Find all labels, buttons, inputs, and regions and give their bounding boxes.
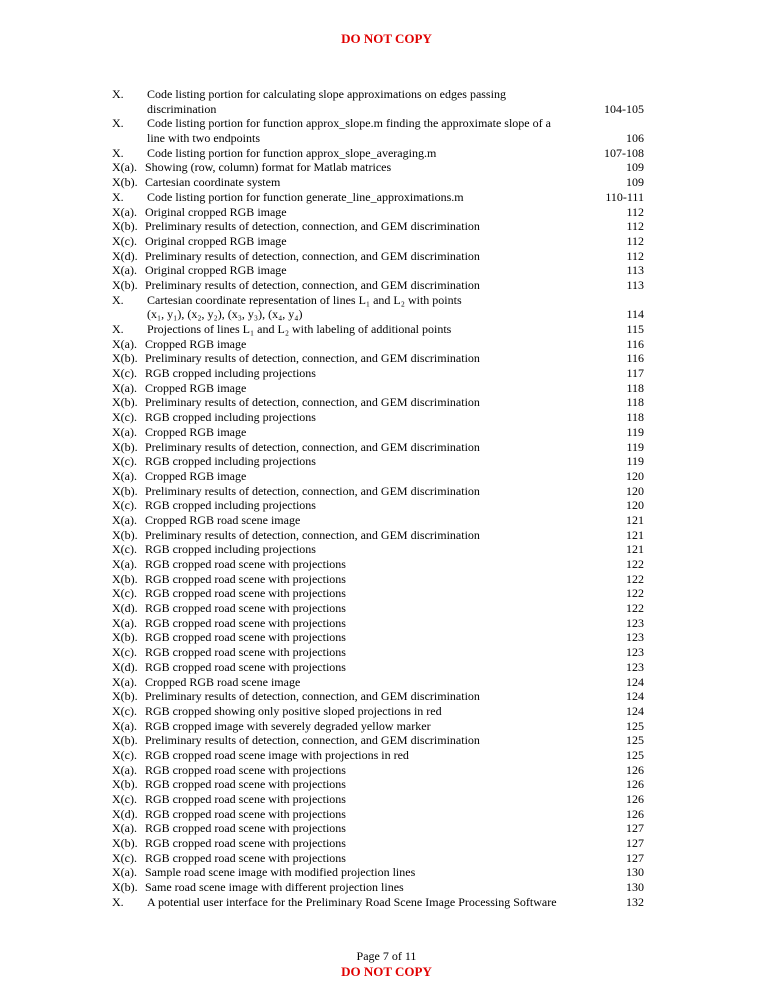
figure-title-line: line with two endpoints xyxy=(147,131,260,146)
figure-title-line: RGB cropped including projections xyxy=(145,366,316,381)
page-ref: 118 xyxy=(626,380,644,395)
figure-title xyxy=(147,895,557,910)
figure-label: X. xyxy=(112,87,124,101)
toc-entry xyxy=(112,807,644,822)
figure-title-line: RGB cropped road scene with projections xyxy=(145,630,346,645)
toc-entry xyxy=(112,689,644,704)
toc-entry xyxy=(112,146,644,161)
figure-title xyxy=(145,557,346,572)
page-ref: 122 xyxy=(626,601,644,616)
page-ref: 107-108 xyxy=(604,145,644,160)
toc-entry xyxy=(112,278,644,293)
figure-label: X. xyxy=(112,145,124,160)
toc-entry xyxy=(112,425,644,440)
figure-label: X(a). xyxy=(112,615,137,630)
figure-label: X(b). xyxy=(112,219,138,234)
figure-label: X(a). xyxy=(112,865,137,880)
toc-entry xyxy=(112,205,644,220)
toc-entry xyxy=(112,865,644,880)
figure-label: X(c). xyxy=(112,645,137,660)
page-ref: 122 xyxy=(626,586,644,601)
figure-title xyxy=(145,630,346,645)
toc-entry xyxy=(112,190,644,205)
figure-title xyxy=(145,704,442,719)
figure-label: X(b). xyxy=(112,277,138,292)
toc-entry xyxy=(112,836,644,851)
page-ref: 117 xyxy=(626,366,644,381)
page-ref: 124 xyxy=(626,689,644,704)
toc-entry xyxy=(112,219,644,234)
figure-title-line: Cropped RGB image xyxy=(145,336,247,351)
page-ref: 109 xyxy=(626,175,644,190)
page-ref: 109 xyxy=(626,160,644,175)
figure-title-line: RGB cropped road scene with projections xyxy=(145,645,346,660)
toc-entry xyxy=(112,777,644,792)
page-ref: 123 xyxy=(626,615,644,630)
watermark-top: DO NOT COPY xyxy=(341,31,432,46)
page-ref: 132 xyxy=(626,894,644,909)
figure-title xyxy=(145,660,346,675)
figure-title-line: Preliminary results of detection, connection, and GEM discrimination xyxy=(145,351,480,366)
toc-entry xyxy=(112,851,644,866)
figure-title-line: Preliminary results of detection, connection, and GEM discrimination xyxy=(145,439,480,454)
figure-label: X. xyxy=(112,894,124,909)
figure-title xyxy=(145,410,316,425)
figure-label: X(b). xyxy=(112,733,138,748)
page-ref: 126 xyxy=(626,762,644,777)
figure-title xyxy=(145,733,480,748)
toc-entry xyxy=(112,440,644,455)
toc-entry xyxy=(112,586,644,601)
figure-title-line: Preliminary results of detection, connection, and GEM discrimination xyxy=(145,277,480,292)
toc-entry xyxy=(112,748,644,763)
figure-title-line: Preliminary results of detection, connection, and GEM discrimination xyxy=(145,733,480,748)
page-ref: 125 xyxy=(626,718,644,733)
figure-title-line: Cropped RGB image xyxy=(145,424,247,439)
toc-entry xyxy=(112,234,644,249)
figure-title xyxy=(145,219,480,234)
page-ref: 114 xyxy=(626,307,644,322)
page-ref: 123 xyxy=(626,630,644,645)
toc-entry xyxy=(112,719,644,734)
figure-title-line: Preliminary results of detection, connection, and GEM discrimination xyxy=(145,395,480,410)
figure-title-line: RGB cropped road scene with projections xyxy=(145,836,346,851)
toc-entry xyxy=(112,792,644,807)
page-ref: 116 xyxy=(626,351,644,366)
figure-label: X(c). xyxy=(112,850,137,865)
figure-title xyxy=(145,351,480,366)
figure-label: X(a). xyxy=(112,557,137,572)
page-ref: 116 xyxy=(626,336,644,351)
figure-title xyxy=(145,880,404,895)
figure-title-line: RGB cropped road scene with projections xyxy=(145,586,346,601)
toc-entry xyxy=(112,616,644,631)
figure-title-line: RGB cropped including projections xyxy=(145,410,316,425)
toc-entry xyxy=(112,630,644,645)
figure-label: X(c). xyxy=(112,410,137,425)
figure-label: X(d). xyxy=(112,659,138,674)
figure-title-line: Cropped RGB road scene image xyxy=(145,512,301,527)
figure-title xyxy=(145,249,480,264)
figure-title xyxy=(145,205,287,220)
figure-label: X(a). xyxy=(112,263,137,278)
page-ref: 112 xyxy=(626,219,644,234)
page-ref: 126 xyxy=(626,777,644,792)
toc-entry xyxy=(112,87,644,116)
figure-title xyxy=(145,763,346,778)
figure-title-line: RGB cropped image with severely degraded yellow marker xyxy=(145,718,431,733)
figure-title xyxy=(147,87,506,116)
figure-title xyxy=(145,440,480,455)
figure-label: X(a). xyxy=(112,380,137,395)
figure-label: X(a). xyxy=(112,336,137,351)
figure-label: X(a). xyxy=(112,424,137,439)
figure-title-line: Original cropped RGB image xyxy=(145,204,287,219)
page-ref: 122 xyxy=(626,571,644,586)
figure-title-line: Preliminary results of detection, connection, and GEM discrimination xyxy=(145,689,480,704)
figure-title xyxy=(145,851,346,866)
figure-title xyxy=(145,381,246,396)
page-ref: 113 xyxy=(626,277,644,292)
page-ref: 121 xyxy=(626,542,644,557)
page-ref: 126 xyxy=(626,806,644,821)
figure-title xyxy=(145,645,346,660)
figure-title xyxy=(145,601,346,616)
figure-title-line: RGB cropped including projections xyxy=(145,498,316,513)
figure-title xyxy=(145,498,316,513)
figure-title xyxy=(145,807,346,822)
figure-title-line: A potential user interface for the Preliminary Road Scene Image Processing Software xyxy=(147,894,557,909)
figure-title xyxy=(147,146,436,161)
toc-entry xyxy=(112,469,644,484)
figure-title-line: Code listing portion for function approx_slope_averaging.m xyxy=(147,145,437,160)
toc-entry xyxy=(112,395,644,410)
figure-title xyxy=(145,395,480,410)
toc-entry xyxy=(112,337,644,352)
figure-label: X(c). xyxy=(112,454,137,469)
toc-entry xyxy=(112,366,644,381)
figure-title-line: Preliminary results of detection, connection, and GEM discrimination xyxy=(145,219,480,234)
figure-label: X. xyxy=(112,116,124,131)
page-ref: 125 xyxy=(626,747,644,762)
figure-title-line: RGB cropped showing only positive sloped projections in red xyxy=(145,703,442,718)
page-ref: 125 xyxy=(626,733,644,748)
toc-entry xyxy=(112,733,644,748)
figure-title-line: RGB cropped road scene with projections xyxy=(145,615,346,630)
figure-label: X(c). xyxy=(112,366,137,381)
page-ref: 120 xyxy=(626,468,644,483)
figure-label: X(b). xyxy=(112,483,138,498)
toc-entry xyxy=(112,351,644,366)
page-ref: 122 xyxy=(626,557,644,572)
figure-title xyxy=(145,616,346,631)
figure-label: X(b). xyxy=(112,175,138,190)
figure-label: X(d). xyxy=(112,248,138,263)
toc-entry xyxy=(112,322,644,337)
toc-entry xyxy=(112,454,644,469)
toc-entry xyxy=(112,821,644,836)
figure-title-line: Sample road scene image with modified projection lines xyxy=(145,865,416,880)
figure-label: X(c). xyxy=(112,703,137,718)
toc-entry xyxy=(112,557,644,572)
toc-entry xyxy=(112,513,644,528)
toc-entry xyxy=(112,542,644,557)
figure-title-line: Cartesian coordinate system xyxy=(145,175,281,190)
figure-label: X(a). xyxy=(112,512,137,527)
figure-title-line: Preliminary results of detection, connection, and GEM discrimination xyxy=(145,248,480,263)
page-ref: 113 xyxy=(626,263,644,278)
figure-label: X(b). xyxy=(112,630,138,645)
figure-title xyxy=(145,719,431,734)
figure-title xyxy=(147,293,462,322)
figure-title xyxy=(145,865,415,880)
page-ref: 124 xyxy=(626,674,644,689)
toc-entry xyxy=(112,293,644,322)
figure-title-line: Code listing portion for function generate_line_approximations.m xyxy=(147,189,464,204)
figure-label: X(b). xyxy=(112,836,138,851)
figure-title xyxy=(145,484,480,499)
figure-title-line: RGB cropped road scene with projections xyxy=(145,762,346,777)
figure-title-line: RGB cropped road scene image with projections in red xyxy=(145,747,409,762)
toc-entry xyxy=(112,160,644,175)
figure-title-line: Cropped RGB image xyxy=(145,380,247,395)
page-ref: 130 xyxy=(626,880,644,895)
page-ref: 106 xyxy=(626,131,644,146)
figure-title-line: Code listing portion for function approx_slope.m finding the approximate slope of a xyxy=(147,116,551,131)
figure-title xyxy=(145,469,246,484)
toc-entry xyxy=(112,381,644,396)
page-ref: 110-111 xyxy=(605,189,644,204)
figure-title xyxy=(147,116,551,145)
figure-label: X. xyxy=(112,292,124,307)
page-ref: 120 xyxy=(626,483,644,498)
figure-title xyxy=(145,337,246,352)
figure-label: X(b). xyxy=(112,880,138,895)
figure-title-line: RGB cropped road scene with projections xyxy=(145,777,346,792)
figure-label: X(d). xyxy=(112,601,138,616)
figure-title-line: RGB cropped road scene with projections xyxy=(145,850,346,865)
toc-entry xyxy=(112,484,644,499)
toc-entry xyxy=(112,645,644,660)
page-ref: 112 xyxy=(626,204,644,219)
figure-title-line: Showing (row, column) format for Matlab matrices xyxy=(145,160,392,175)
toc-entry xyxy=(112,763,644,778)
toc-entry xyxy=(112,704,644,719)
page-ref: 123 xyxy=(626,659,644,674)
page-ref: 127 xyxy=(626,850,644,865)
figure-title-line: discrimination xyxy=(147,101,217,116)
toc-entry xyxy=(112,498,644,513)
figure-title xyxy=(147,190,464,205)
figure-label: X. xyxy=(112,189,124,204)
toc-entry xyxy=(112,410,644,425)
figure-label: X(a). xyxy=(112,204,137,219)
list-of-figures xyxy=(112,87,644,910)
figure-label: X(b). xyxy=(112,527,138,542)
figure-label: X(a). xyxy=(112,468,137,483)
figure-label: X. xyxy=(112,322,124,337)
figure-label: X(a). xyxy=(112,762,137,777)
figure-title-line: Original cropped RGB image xyxy=(145,233,287,248)
figure-title-line: Preliminary results of detection, connection, and GEM discrimination xyxy=(145,527,480,542)
figure-title-line: RGB cropped road scene with projections xyxy=(145,821,346,836)
figure-title xyxy=(145,777,346,792)
figure-label: X(b). xyxy=(112,571,138,586)
page-ref: 127 xyxy=(626,821,644,836)
figure-title-line: RGB cropped road scene with projections xyxy=(145,557,346,572)
figure-title xyxy=(145,278,480,293)
figure-title xyxy=(145,263,287,278)
page-ref: 126 xyxy=(626,792,644,807)
page-ref: 119 xyxy=(626,424,644,439)
toc-entry xyxy=(112,263,644,278)
toc-entry xyxy=(112,572,644,587)
figure-title xyxy=(145,748,409,763)
figure-title xyxy=(145,366,316,381)
page-ref: 115 xyxy=(626,322,644,337)
figure-title xyxy=(145,821,346,836)
figure-label: X(b). xyxy=(112,439,138,454)
figure-label: X(a). xyxy=(112,718,137,733)
figure-label: X(b). xyxy=(112,351,138,366)
figure-label: X(a). xyxy=(112,160,137,175)
toc-entry xyxy=(112,601,644,616)
figure-title-line: Preliminary results of detection, connection, and GEM discrimination xyxy=(145,483,480,498)
figure-title-line: RGB cropped including projections xyxy=(145,542,316,557)
toc-entry xyxy=(112,895,644,910)
figure-title xyxy=(145,160,391,175)
page-ref: 121 xyxy=(626,527,644,542)
figure-title xyxy=(145,528,480,543)
figure-title-line: Code listing portion for calculating slope approximations on edges passing xyxy=(147,87,506,101)
figure-title xyxy=(145,675,300,690)
figure-title-line: RGB cropped road scene with projections xyxy=(145,601,346,616)
figure-label: X(d). xyxy=(112,806,138,821)
figure-label: X(a). xyxy=(112,821,137,836)
toc-entry xyxy=(112,675,644,690)
page-ref: 118 xyxy=(626,395,644,410)
figure-title-line: Cropped RGB road scene image xyxy=(145,674,301,689)
figure-title-line: Cartesian coordinate representation of lines L₁ and L₂ with points xyxy=(147,292,462,307)
page-ref: 104-105 xyxy=(604,101,644,116)
page-ref: 127 xyxy=(626,836,644,851)
toc-entry xyxy=(112,116,644,145)
figure-label: X(c). xyxy=(112,542,137,557)
page-ref: 112 xyxy=(626,233,644,248)
toc-entry xyxy=(112,880,644,895)
figure-title-line: RGB cropped road scene with projections xyxy=(145,571,346,586)
figure-title-line: RGB cropped including projections xyxy=(145,454,316,469)
figure-title xyxy=(145,454,316,469)
page-ref: 120 xyxy=(626,498,644,513)
toc-entry xyxy=(112,528,644,543)
figure-title-line: (x₁, y₁), (x₂, y₂), (x₃, y₃), (x₄, y₄) xyxy=(147,307,303,322)
page-ref: 119 xyxy=(626,439,644,454)
page-ref: 124 xyxy=(626,703,644,718)
figure-title xyxy=(145,234,287,249)
page-ref: 118 xyxy=(626,410,644,425)
figure-label: X(b). xyxy=(112,689,138,704)
figure-title xyxy=(147,322,451,337)
toc-entry xyxy=(112,660,644,675)
figure-label: X(c). xyxy=(112,792,137,807)
figure-label: X(c). xyxy=(112,233,137,248)
figure-title-line: Projections of lines L₁ and L₂ with labeling of additional points xyxy=(147,322,452,337)
figure-title xyxy=(145,175,280,190)
figure-title-line: RGB cropped road scene with projections xyxy=(145,659,346,674)
figure-title-line: RGB cropped road scene with projections xyxy=(145,792,346,807)
figure-title-line: RGB cropped road scene with projections xyxy=(145,806,346,821)
figure-label: X(c). xyxy=(112,747,137,762)
figure-title-line: Original cropped RGB image xyxy=(145,263,287,278)
figure-title xyxy=(145,572,346,587)
figure-title xyxy=(145,792,346,807)
page-ref: 112 xyxy=(626,248,644,263)
figure-title xyxy=(145,586,346,601)
figure-title xyxy=(145,513,300,528)
page-ref: 130 xyxy=(626,865,644,880)
page-ref: 121 xyxy=(626,512,644,527)
watermark-bottom: DO NOT COPY xyxy=(341,964,432,979)
toc-entry xyxy=(112,249,644,264)
figure-title xyxy=(145,542,316,557)
figure-title-line: Cropped RGB image xyxy=(145,468,247,483)
page-ref: 123 xyxy=(626,645,644,660)
figure-label: X(c). xyxy=(112,586,137,601)
figure-label: X(c). xyxy=(112,498,137,513)
figure-label: X(a). xyxy=(112,674,137,689)
figure-title-line: Same road scene image with different projection lines xyxy=(145,880,404,895)
figure-title xyxy=(145,689,480,704)
figure-title xyxy=(145,836,346,851)
figure-label: X(b). xyxy=(112,777,138,792)
toc-entry xyxy=(112,175,644,190)
figure-title xyxy=(145,425,246,440)
page-number: Page 7 of 11 xyxy=(356,949,417,963)
page-ref: 119 xyxy=(626,454,644,469)
figure-label: X(b). xyxy=(112,395,138,410)
